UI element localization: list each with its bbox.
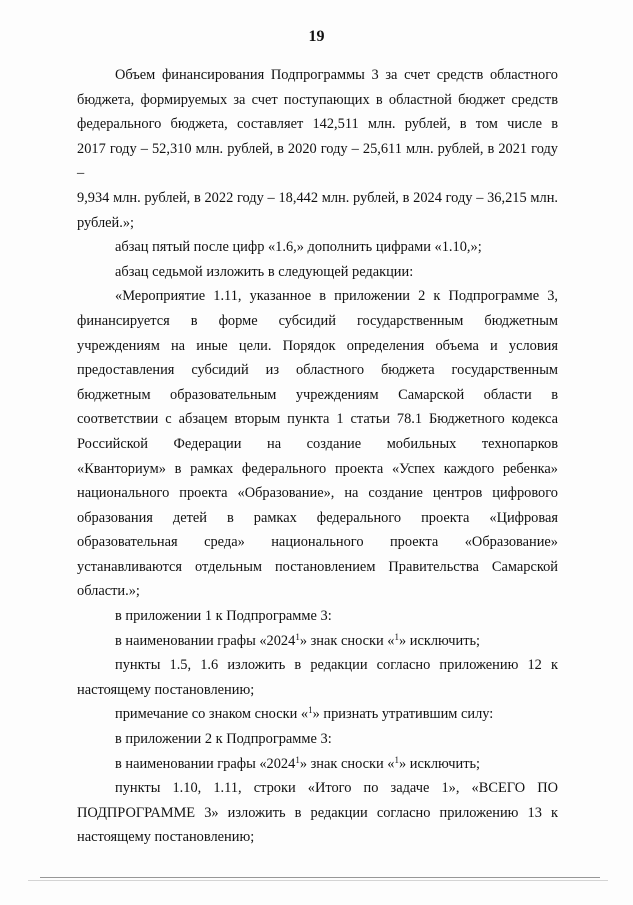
text-line: учреждениям на иные цели. Порядок определения объема и условия <box>77 337 558 354</box>
text-line: рублей.»; <box>77 214 135 231</box>
text-line: пункты 1.10, 1.11, строки «Итого по задаче 1», «ВСЕГО ПО <box>115 780 558 797</box>
text-line: Российской Федерации на создание мобильных технопарков <box>77 435 558 452</box>
text-segment: » знак сноски « <box>299 632 395 649</box>
text-line: федерального бюджета, составляет 142,511 млн. рублей, в том числе в <box>77 116 558 133</box>
page-number: 19 <box>308 28 325 45</box>
text-segment: » исключить; <box>399 632 481 649</box>
footnote-mark: 1 <box>394 631 399 642</box>
text-line: соответствии с абзацем вторым пункта 1 статьи 78.1 Бюджетного кодекса <box>77 411 558 428</box>
text-line <box>77 752 558 777</box>
text-line: 9,934 млн. рублей, в 2022 году – 18,442 млн. рублей, в 2024 году – 36,215 млн. <box>77 189 558 206</box>
text-line: 2017 году – 52,310 млн. рублей, в 2020 году – 25,611 млн. рублей, в 2021 году – <box>77 140 558 182</box>
text-line: абзац седьмой изложить в следующей редакции: <box>115 263 414 280</box>
text-line: бюджетным образовательным учреждениям Самарской области в <box>77 386 558 403</box>
text-segment: » исключить; <box>399 755 481 772</box>
scan-edge-line <box>28 880 608 881</box>
text-line: пункты 1.5, 1.6 изложить в редакции согласно приложению 12 к <box>115 657 558 674</box>
text-line: настоящему постановлению; <box>77 681 255 698</box>
text-line <box>77 629 558 654</box>
text-line: абзац пятый после цифр «1.6,» дополнить цифрами «1.10,»; <box>115 239 482 256</box>
text-line: в приложении 2 к Подпрограмме 3: <box>115 731 332 748</box>
text-line: национального проекта «Образование», на создание центров цифрового <box>77 485 558 502</box>
text-line: настоящему постановлению; <box>77 829 255 846</box>
text-line: «Кванториум» в рамках федерального проекта «Успех каждого ребенка» <box>77 460 558 477</box>
footnote-mark: 1 <box>295 754 300 765</box>
text-segment: » признать утратившим силу: <box>312 706 494 723</box>
text-line: образования детей в рамках федерального проекта «Цифровая <box>77 509 558 526</box>
text-segment: в наименовании графы «2024 <box>115 755 296 772</box>
text-line <box>77 702 558 727</box>
footnote-mark: 1 <box>295 631 300 642</box>
document-body <box>77 63 558 850</box>
scan-edge-line <box>40 877 600 878</box>
text-line: финансируется в форме субсидий государственным бюджетным <box>77 312 558 329</box>
text-line: бюджета, формируемых за счет поступающих в областной бюджет средств <box>77 91 558 108</box>
text-line: образовательная среда» национального проекта «Образование» <box>77 534 558 551</box>
text-line: устанавливаются отдельным постановлением Правительства Самарской <box>77 558 558 575</box>
text-segment: в наименовании графы «2024 <box>115 632 296 649</box>
text-line: области.»; <box>77 583 140 600</box>
text-line: в приложении 1 к Подпрограмме 3: <box>115 608 332 625</box>
text-segment: » знак сноски « <box>299 755 395 772</box>
text-line: ПОДПРОГРАММЕ 3» изложить в редакции согласно приложению 13 к <box>77 804 558 821</box>
text-line: «Мероприятие 1.11, указанное в приложении 2 к Подпрограмме 3, <box>115 288 558 305</box>
text-segment: примечание со знаком сноски « <box>115 706 309 723</box>
text-line: предоставления субсидий из областного бюджета государственным <box>77 362 558 379</box>
footnote-mark: 1 <box>308 705 313 716</box>
footnote-mark: 1 <box>394 754 399 765</box>
text-line: Объем финансирования Подпрограммы 3 за счет средств областного <box>115 67 558 83</box>
